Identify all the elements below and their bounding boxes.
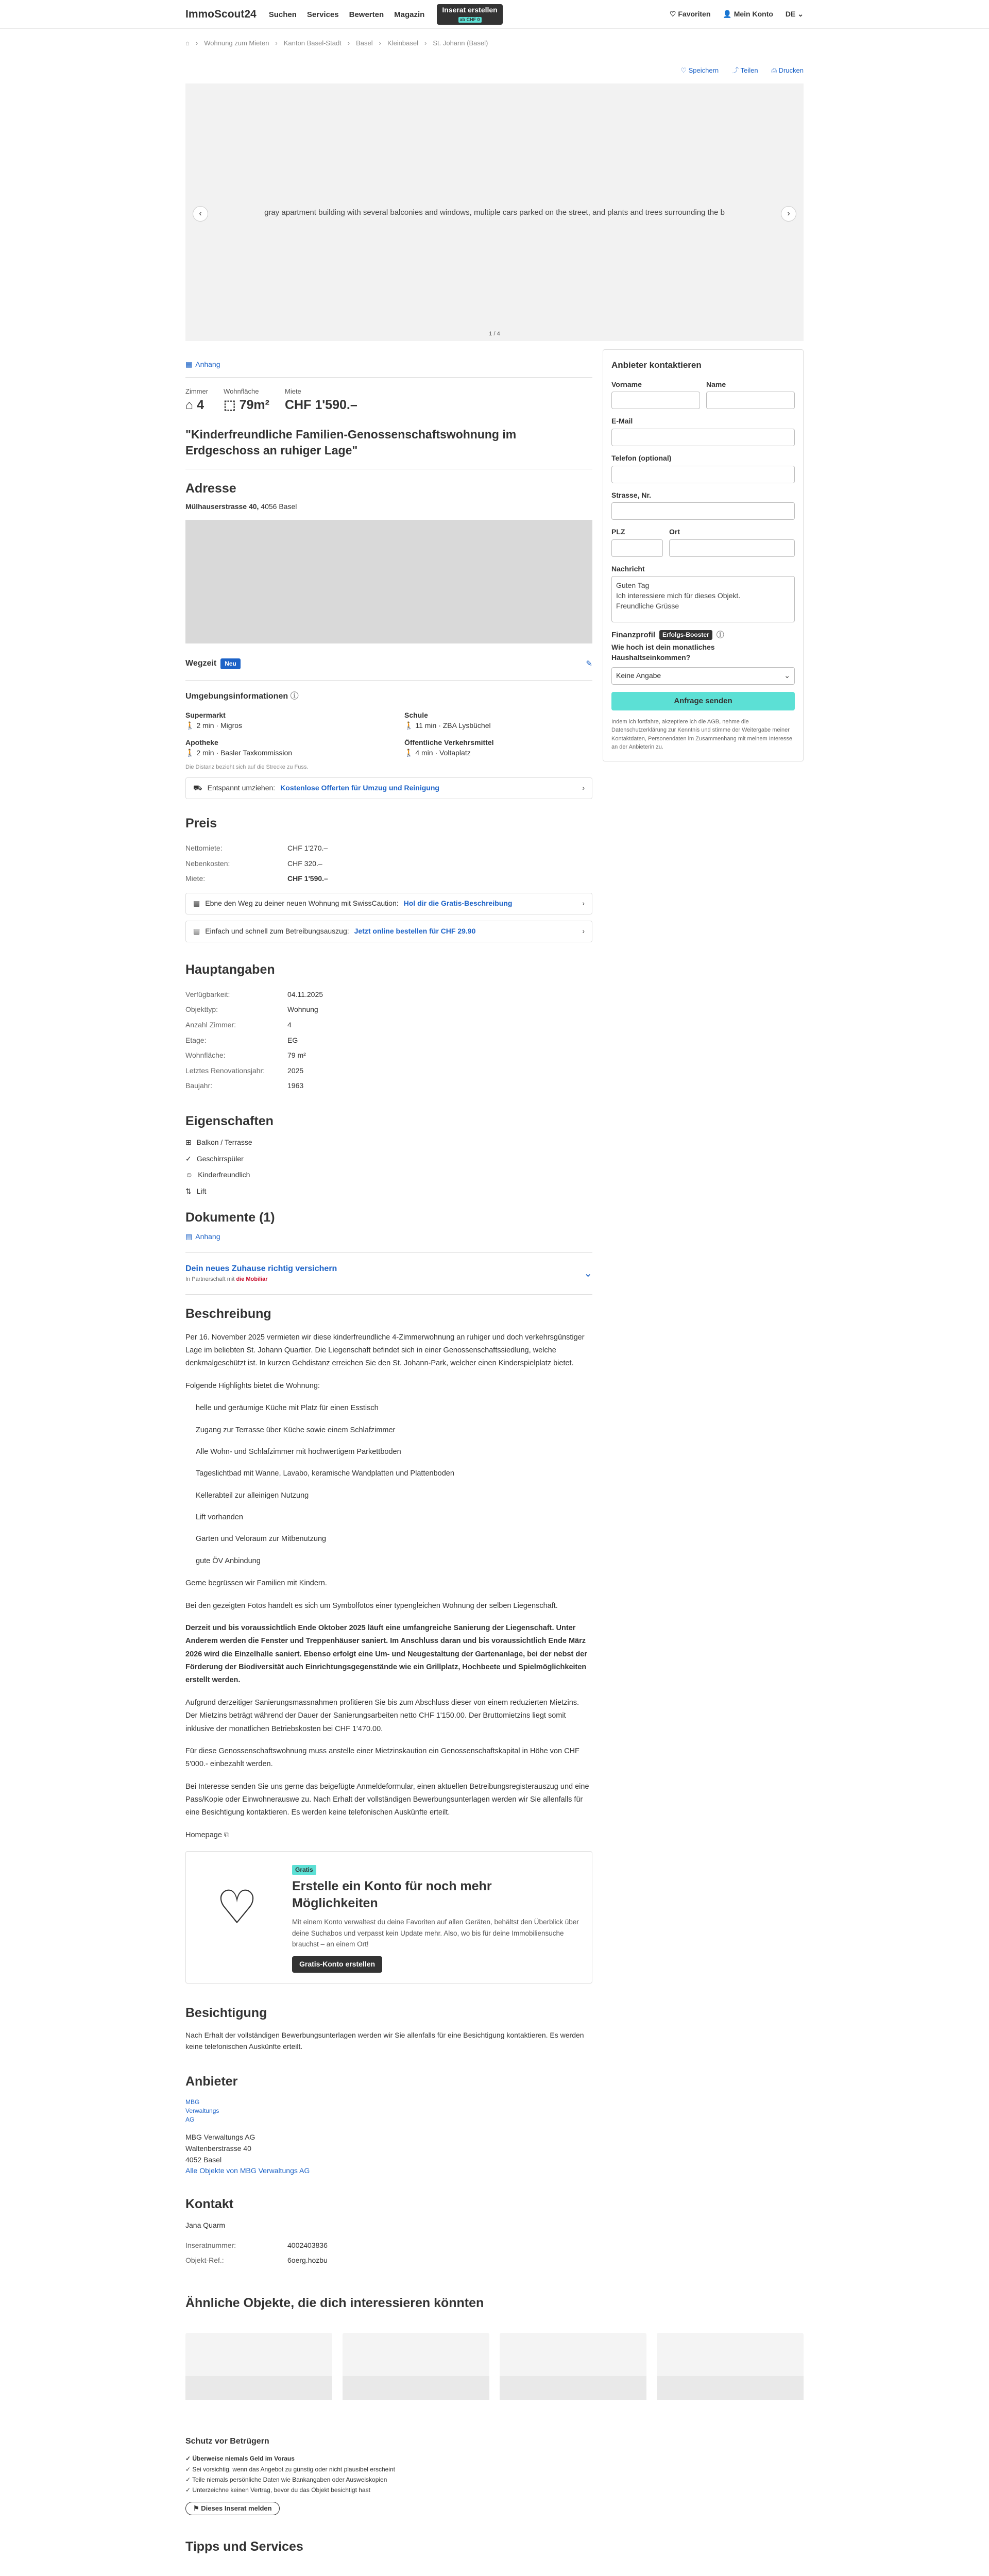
price-table: Nettomiete: CHF 1'270.– Nebenkosten: CHF 320.– Miete: CHF 1'590.–	[185, 844, 328, 883]
message-textarea[interactable]: Guten Tag Ich interessiere mich für dieses Objekt. Freundliche Grüsse	[611, 576, 795, 622]
price-heading: Preis	[185, 816, 217, 831]
site-header	[0, 0, 989, 29]
fraud-warning: Schutz vor Betrügern ✓ Überweise niemals Geld im Voraus ✓ Sei vorsichtig, wenn das Angebot zu günstig oder nicht plausibel erscheint ✓ Teile niemals persönliche Daten wie Bankangaben oder Ausweiskopien ✓ Unterzeichne keinen Vertrag, bevor du das Objekt besichtigt hast ⚑ Dieses Inserat melden	[185, 2436, 804, 2515]
language-select[interactable]: DE ⌄	[785, 10, 804, 19]
zip-input[interactable]	[611, 539, 663, 557]
share-icon: ⤴	[732, 66, 739, 74]
insert-listing-button[interactable]: Inserat erstellen ab CHF 0	[437, 4, 502, 25]
contact-sidebar	[603, 349, 804, 2268]
info-icon[interactable]: ⓘ	[290, 691, 299, 701]
email-input[interactable]	[611, 429, 795, 446]
provider-logo: MBG Verwaltungs AG	[185, 2098, 219, 2123]
report-listing-button[interactable]: ⚑ Dieses Inserat melden	[185, 2502, 280, 2515]
main-nav	[269, 9, 435, 20]
gallery-next-button[interactable]: ›	[781, 206, 796, 222]
similar-card-placeholder[interactable]	[185, 2333, 332, 2400]
home-icon[interactable]: ⌂	[185, 39, 190, 47]
area-icon: ⬚	[224, 397, 236, 412]
income-select[interactable]: Keine Angabe ⌄	[611, 667, 795, 685]
elevator-icon: ⇅	[185, 1187, 192, 1195]
print-button[interactable]: ⎙ Drucken	[771, 66, 804, 74]
features-heading: Eigenschaften	[185, 1113, 274, 1128]
chevron-right-icon: ›	[582, 784, 585, 792]
breadcrumb-current: St. Johann (Basel)	[433, 39, 488, 47]
insurance-accordion[interactable]: Dein neues Zuhause richtig versichern In Partnerschaft mit die Mobiliar ⌄	[185, 1264, 592, 1283]
balcony-icon: ⊞	[185, 1138, 192, 1146]
gallery-counter: 1 / 4	[489, 330, 500, 337]
environment-heading: Umgebungsinformationen ⓘ	[185, 691, 299, 701]
description-heading: Beschreibung	[185, 1306, 271, 1321]
similar-card-placeholder[interactable]	[500, 2333, 646, 2400]
nav-search[interactable]: Suchen	[268, 10, 297, 19]
heart-hands-icon: ♡	[216, 1882, 258, 1934]
nav-valuation[interactable]: Bewerten	[349, 10, 384, 19]
document-icon: ▤	[193, 927, 200, 935]
tips-heading: Tipps und Services	[185, 2539, 303, 2554]
breadcrumb-item[interactable]: Kanton Basel-Stadt	[283, 39, 342, 47]
map[interactable]	[185, 520, 592, 643]
save-button[interactable]: ♡ Speichern	[680, 66, 719, 74]
chevron-down-icon: ⌄	[784, 671, 790, 680]
gallery-prev-button[interactable]: ‹	[193, 206, 208, 222]
main-data-heading: Hauptangaben	[185, 962, 275, 977]
document-link[interactable]: ▤ Anhang	[185, 1232, 592, 1242]
last-name-input[interactable]	[706, 392, 795, 409]
nav-services[interactable]: Services	[306, 10, 339, 19]
bed-icon: ⌂	[185, 397, 194, 412]
account-link[interactable]: 👤 Mein Konto	[723, 10, 773, 19]
child-icon: ☺	[185, 1171, 193, 1179]
check-icon: ✓	[185, 1154, 192, 1163]
external-link-icon: ⧉	[224, 1831, 230, 1839]
chevron-down-icon: ⌄	[584, 1267, 592, 1279]
document-icon: ▤	[185, 1232, 193, 1241]
info-icon[interactable]: ⓘ	[716, 631, 724, 640]
image-gallery[interactable]	[185, 83, 804, 341]
truck-icon: ⛟	[193, 784, 202, 792]
listing-main: ▤ Anhang Zimmer ⌂ 4 Wohnfläche ⬚ 79m² Miete CHF 1'590.– "Kinderfreundliche Familien-Genossenschaftswohnung im Erdgeschoss an ruhiger Lage" Adresse Mülhauserstrasse 40, 4056 Basel Wegzeit Neu ✎ Umgebungsinformationen ⓘ Supermarkt 🚶 2 min · Migros Schule 🚶 11 min · ZBA Lysbüchel Apotheke 🚶 2 min · Basler Taxkommission Öffentliche Verkehrsmittel 🚶 4 min · Voltaplatz Die Distanz bezieht sich auf die Strecke zu Fuss. ⛟ Entspannt umziehen: Kostenlose Offerten für Umzug und Reinigung › Preis Nettomiete: CHF 1'270.– Nebenkosten: CHF 320.– Miete: CHF 1'590.– ▤ Ebne den Weg zu deiner neuen Wohnung mit SwissCaution: Hol dir die Gratis-Beschreibung › ▤ Einfach und schnell zum Betreibungsauszug: Jetzt online bestellen für CHF 29.90 › Hauptangaben Verfügbarkeit: 04.11.2025 Objekttyp: Wohnung Anzahl Zimmer: 4 Etage: EG Wohnfläche: 79 m² Letztes Renovationsjahr: 2025 Baujahr: 1963 Eigenschaften ⊞ Balkon / Terrasse ✓ Geschirrspüler ☺ Kinderfreundlich ⇅ Lift Dokumente (1) ▤ Anhang Dein neues Zuhause richtig versichern In Partnerschaft mit die Mobiliar ⌄ Beschreibung Per 16. November 2025 vermieten wir diese kinderfreundliche 4-Zimmerwohnung an ruhiger und doch verkehrsgünstiger Lage im beliebten St. Johann Quartier. Die Liegenschaft befindet sich in einer Genossenschaftssiedlung, welche denkmalgeschützt ist. In kurzen Gehdistanz erreichen Sie den St. Johann-Park, welcher einen Kinderspielplatz bietet. Folgende Highlights bietet die Wohnung: helle und geräumige Küche mit Platz für einen Esstisch Zugang zur Terrasse über Küche sowie einem Schlafzimmer Alle Wohn- und Schlafzimmer mit hochwertigem Parkettboden Tageslichtbad mit Wanne, Lavabo, keramische Wandplatten und Plattenboden Kellerabteil zur alleinigen Nutzung Lift vorhanden Garten und Veloraum zur Mitbenutzung gute ÖV Anbindung Gerne begrüssen wir Familien mit Kindern. Bei den gezeigten Fotos handelt es sich um Symbolfotos einer typengleichen Wohnung der selben Liegenschaft. Derzeit und bis voraussichtlich Ende Oktober 2025 läuft eine umfangreiche Sanierung der Liegenschaft. Unter Anderem werden die Fenster und Treppenhäuser saniert. Im Anschluss daran und bis voraussichtlich Ende März 2026 wird die Einzelhalle saniert. Ebenso erfolgt eine Um- und Neugestaltung der Gartenanlage, bei der nebst der Förderung der Biodiversität auch Einrichtungsgegenstände wie ein Grillplatz, Hochbeete und Spielmöglichkeiten erstellt werden. Aufgrund derzeitiger Sanierungsmassnahmen profitieren Sie bis zum Abschluss dieser von einem reduzierten Mietzins. Der Mietzins beträgt während der Dauer der Sanierungsarbeiten netto CHF 1'150.00. Der Bruttomietzins liegt somit inklusive der monatlichen Betriebskosten bei CHF 1'470.00. Für diese Genossenschaftswohnung muss anstelle einer Mietzinskaution ein Genossenschaftskapital in Höhe von CHF 5'000.- einbezahlt werden. Bei Interesse senden Sie uns gerne das beigefügte Anmeldeformular, einen aktuellen Betreibungsregisterauszug und eine Pass/Kopie oder Einwohnerauswe zu. Nach Erhalt der vollständigen Bewerbungsunterlagen werden wir Sie allenfalls für eine Besichtigung kontaktieren. Es werden keine telefonischen Auskünfte erteilt. Homepage ⧉ ♡ Gratis Erstelle ein Konto für noch mehr Möglichkeiten Mit einem Konto verwaltest du deine Favoriten auf allen Geräten, behältst den Überblick über deine Suchabos und verpasst kein Update mehr. Also, wo bis für deine Immobiliensuche brauchst – an einem Ort! Gratis-Konto erstellen Besichtigung Nach Erhalt der vollständigen Bewerbungsunterlagen werden wir Sie allenfalls für eine Besichtigung kontaktieren. Es werden keine telefonischen Auskünfte erteilt. Anbieter MBG Verwaltungs AG MBG Verwaltungs AG Waltenberstrasse 40 4052 Basel Alle Objekte von MBG Verwaltungs AG Kontakt Jana Quarm Inseratnummer: 4002403836 Objekt-Ref.: 6oerg.hozbu	[185, 349, 592, 2268]
breadcrumb: ⌂ › Wohnung zum Mieten › Kanton Basel-Stadt › Basel › Kleinbasel › St. Johann (Basel)	[185, 29, 804, 58]
first-name-input[interactable]	[611, 392, 700, 409]
logo[interactable]: ImmoScout24	[185, 8, 257, 21]
address-heading: Adresse	[185, 481, 236, 496]
moving-offer[interactable]: ⛟ Entspannt umziehen: Kostenlose Offerten für Umzug und Reinigung ›	[185, 777, 592, 799]
similar-card-placeholder[interactable]	[657, 2333, 804, 2400]
provider-listings-link[interactable]: Alle Objekte von MBG Verwaltungs AG	[185, 2166, 310, 2175]
city-input[interactable]	[669, 539, 795, 557]
nav-magazine[interactable]: Magazin	[394, 10, 425, 19]
heart-icon: ♡	[680, 66, 687, 74]
environment-list: Supermarkt 🚶 2 min · Migros Schule 🚶 11 min · ZBA Lysbüchel Apotheke 🚶 2 min · Basler Taxkommission Öffentliche Verkehrsmittel 🚶 4 min · Voltaplatz	[185, 711, 494, 757]
breadcrumb-item[interactable]: Wohnung zum Mieten	[204, 39, 269, 47]
share-button[interactable]: ⤴ Teilen	[732, 66, 758, 74]
listing-title: "Kinderfreundliche Familien-Genossenschaftswohnung im Erdgeschoss an ruhiger Lage"	[185, 427, 517, 457]
street-input[interactable]	[611, 502, 795, 520]
breadcrumb-item[interactable]: Kleinbasel	[387, 39, 419, 47]
printer-icon: ⎙	[771, 66, 777, 74]
send-inquiry-button[interactable]: Anfrage senden	[611, 692, 795, 710]
attachment-link[interactable]: ▤ Anhang	[185, 360, 592, 370]
gallery-image-caption: gray apartment building with several balconies and windows, multiple cars parked on the street, and plants and trees surrounding the b	[264, 208, 725, 217]
form-disclaimer: Indem ich fortfahre, akzeptiere ich die AGB, nehme die Datenschutzerklärung zur Kenntnis und stimme der Weitergabe meiner Kontaktdaten, Personendaten im Zusammenhang mit meinem Interesse an der Anbieterin zu.	[611, 718, 792, 751]
edit-icon[interactable]: ✎	[586, 659, 592, 669]
swisscaution-offer[interactable]: ▤ Ebne den Weg zu deiner neuen Wohnung mit SwissCaution: Hol dir die Gratis-Beschreibung ›	[185, 893, 592, 914]
provider-heading: Anbieter	[185, 2074, 238, 2089]
contact-heading: Kontakt	[185, 2197, 234, 2212]
debt-extract-offer[interactable]: ▤ Einfach und schnell zum Betreibungsauszug: Jetzt online bestellen für CHF 29.90 ›	[185, 921, 592, 942]
features-list: ⊞ Balkon / Terrasse ✓ Geschirrspüler ☺ Kinderfreundlich ⇅ Lift	[185, 1138, 592, 1196]
contact-table: Inseratnummer: 4002403836 Objekt-Ref.: 6oerg.hozbu	[185, 2241, 328, 2265]
document-icon: ▤	[185, 360, 193, 368]
viewing-heading: Besichtigung	[185, 2005, 267, 2020]
favorites-link[interactable]: ♡ Favoriten	[669, 10, 711, 19]
similar-listings	[185, 2333, 804, 2400]
phone-input[interactable]	[611, 466, 795, 483]
provider-address: MBG Verwaltungs AG Waltenberstrasse 40 4052 Basel Alle Objekte von MBG Verwaltungs AG	[185, 2133, 310, 2175]
listing-actions	[185, 58, 804, 83]
similar-card-placeholder[interactable]	[343, 2333, 489, 2400]
signup-teaser: ♡ Gratis Erstelle ein Konto für noch mehr Möglichkeiten Mit einem Konto verwaltest du deine Favoriten auf allen Geräten, behältst den Überblick über deine Suchabos und verpasst kein Update mehr. Also, wo bis für deine Immobiliensuche brauchst – an einem Ort! Gratis-Konto erstellen	[185, 1851, 592, 1983]
breadcrumb-item[interactable]: Basel	[356, 39, 373, 47]
description-text: Per 16. November 2025 vermieten wir diese kinderfreundliche 4-Zimmerwohnung an ruhiger und doch verkehrsgünstiger Lage im beliebten St. Johann Quartier. Die Liegenschaft befindet sich in einer Genossenschaftssiedlung, welche denkmalgeschützt ist. In kurzen Gehdistanz erreichen Sie den St. Johann-Park, welcher einen Kinderspielplatz bietet. Folgende Highlights bietet die Wohnung: helle und geräumige Küche mit Platz für einen Esstisch Zugang zur Terrasse über Küche sowie einem Schlafzimmer Alle Wohn- und Schlafzimmer mit hochwertigem Parkettboden Tageslichtbad mit Wanne, Lavabo, keramische Wandplatten und Plattenboden Kellerabteil zur alleinigen Nutzung Lift vorhanden Garten und Veloraum zur Mitbenutzung gute ÖV Anbindung Gerne begrüssen wir Familien mit Kindern. Bei den gezeigten Fotos handelt es sich um Symbolfotos einer typengleichen Wohnung der selben Liegenschaft. Derzeit und bis voraussichtlich Ende Oktober 2025 läuft eine umfangreiche Sanierung der Liegenschaft. Unter Anderem werden die Fenster und Treppenhäuser saniert. Im Anschluss daran und bis voraussichtlich Ende März 2026 wird die Einzelhalle saniert. Ebenso erfolgt eine Um- und Neugestaltung der Gartenanlage, bei der nebst der Förderung der Biodiversität auch Einrichtungsgegenstände wie ein Grillplatz, Hochbeete und Spielmöglichkeiten erstellt werden. Aufgrund derzeitiger Sanierungsmassnahmen profitieren Sie bis zum Abschluss dieser von einem reduzierten Mietzins. Der Mietzins beträgt während der Dauer der Sanierungsarbeiten netto CHF 1'150.00. Der Bruttomietzins liegt somit inklusive der monatlichen Betriebskosten bei CHF 1'470.00. Für diese Genossenschaftswohnung muss anstelle einer Mietzinskaution ein Genossenschaftskapital in Höhe von CHF 5'000.- einbezahlt werden. Bei Interesse senden Sie uns gerne das beigefügte Anmeldeformular, einen aktuellen Betreibungsregisterauszug und eine Pass/Kopie oder Einwohnerauswe zu. Nach Erhalt der vollständigen Bewerbungsunterlagen werden wir Sie allenfalls für eine Besichtigung kontaktieren. Es werden keine telefonischen Auskünfte erteilt. Homepage ⧉	[185, 1333, 589, 1839]
homepage-link[interactable]: Homepage	[185, 1831, 222, 1839]
document-icon: ▤	[193, 899, 200, 907]
contact-form: Anbieter kontaktieren Vorname Name E-Mail Telefon (optional) Strasse, Nr. PLZ Ort Nachricht Guten Tag Ich interessiere mich für dieses Objekt. Freundliche Grüsse Finanzprofil Erfolgs-Booster ⓘ Wie hoch ist dein monatliches Haushaltseinkommen? Keine Angabe ⌄ Anfrage senden Indem ich fortfahre, akzeptiere ich die AGB, nehme die Datenschutzerklärung zur Kenntnis und stimme der Weitergabe meiner Kontaktdaten, Personendaten im Zusammenhang mit meinem Interesse an der Anbieterin zu.	[603, 349, 804, 761]
main-data-table: Verfügbarkeit: 04.11.2025 Objekttyp: Wohnung Anzahl Zimmer: 4 Etage: EG Wohnfläche: 79 m² Letztes Renovationsjahr: 2025 Baujahr: 1963	[185, 990, 323, 1090]
documents-heading: Dokumente (1)	[185, 1210, 275, 1225]
route-time: Wegzeit Neu ✎	[185, 659, 592, 669]
create-account-button[interactable]: Gratis-Konto erstellen	[292, 1956, 382, 1973]
similar-heading: Ähnliche Objekte, die dich interessieren könnten	[185, 2295, 484, 2310]
key-facts: Zimmer ⌂ 4 Wohnfläche ⬚ 79m² Miete CHF 1'590.–	[185, 387, 357, 412]
